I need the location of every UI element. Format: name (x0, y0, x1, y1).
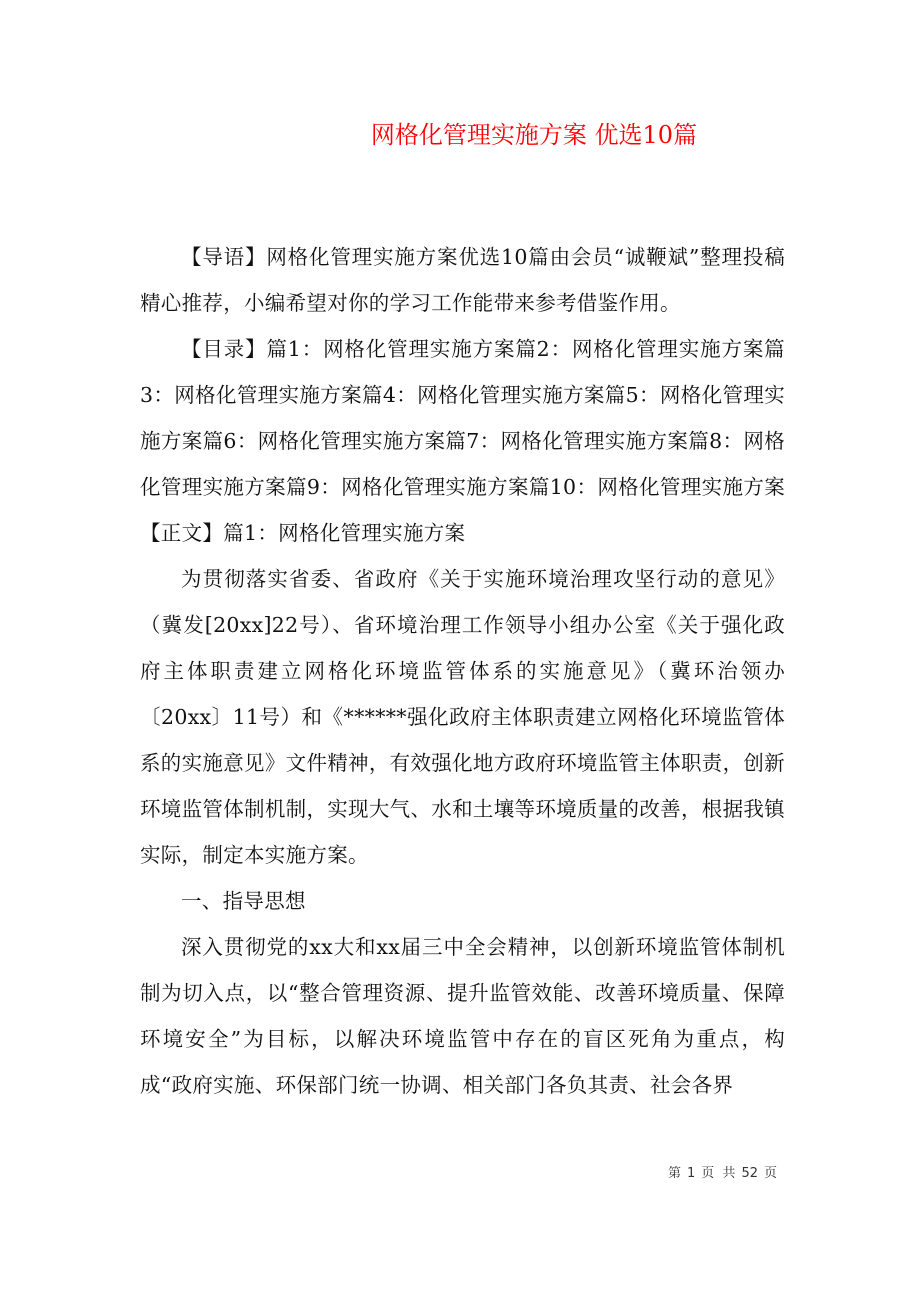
body-paragraph: 为贯彻落实省委、省政府《关于实施环境治理攻坚行动的意见》（冀发[20xx]22号）、省环境治理工作领导小组办公室《关于强化政府主体职责建立网格化环境监管体系的实施意见》（冀环治领办〔20xx〕11号）和《******强化政府主体职责建立网格化环境监管体系的实施意见》文件精神，有效强化地方政府环境监管主体职责，创新环境监管体制机制，实现大气、水和土壤等环境质量的改善，根据我镇实际，制定本实施方案。 (140, 567, 785, 867)
page-number-footer (668, 1162, 783, 1181)
current-page-number: 1 (687, 1166, 696, 1181)
section-heading: 一、指导思想 (181, 889, 306, 913)
intro-paragraph: 【导语】网格化管理实施方案优选10篇由会员“诚鞭斌”整理投稿精心推荐，小编希望对你的学习工作能带来参考借鉴作用。 (140, 245, 785, 315)
table-of-contents-paragraph: 【目录】篇1：网格化管理实施方案篇2：网格化管理实施方案篇3：网格化管理实施方案篇4：网格化管理实施方案篇5：网格化管理实施方案篇6：网格化管理实施方案篇7：网格化管理实施方案篇8：网格化管理实施方案篇9：网格化管理实施方案篇10：网格化管理实施方案【正文】篇1：网格化管理实施方案 (140, 337, 785, 545)
document-body (140, 234, 785, 1108)
total-pages-number: 52 (741, 1166, 758, 1181)
body-paragraph: 深入贯彻党的xx大和xx届三中全会精神，以创新环境监管体制机制为切入点，以“整合管理资源、提升监管效能、改善环境质量、保障环境安全”为目标，以解决环境监管中存在的盲区死角为重点，构成“政府实施、环保部门统一协调、相关部门各负其责、社会各界 (140, 935, 785, 1097)
page-label-mid: 页 共 (701, 1166, 736, 1181)
page-label-prefix: 第 (668, 1166, 682, 1181)
page-label-suffix: 页 (763, 1166, 777, 1181)
document-title: 网格化管理实施方案 优选10篇 (370, 121, 698, 149)
